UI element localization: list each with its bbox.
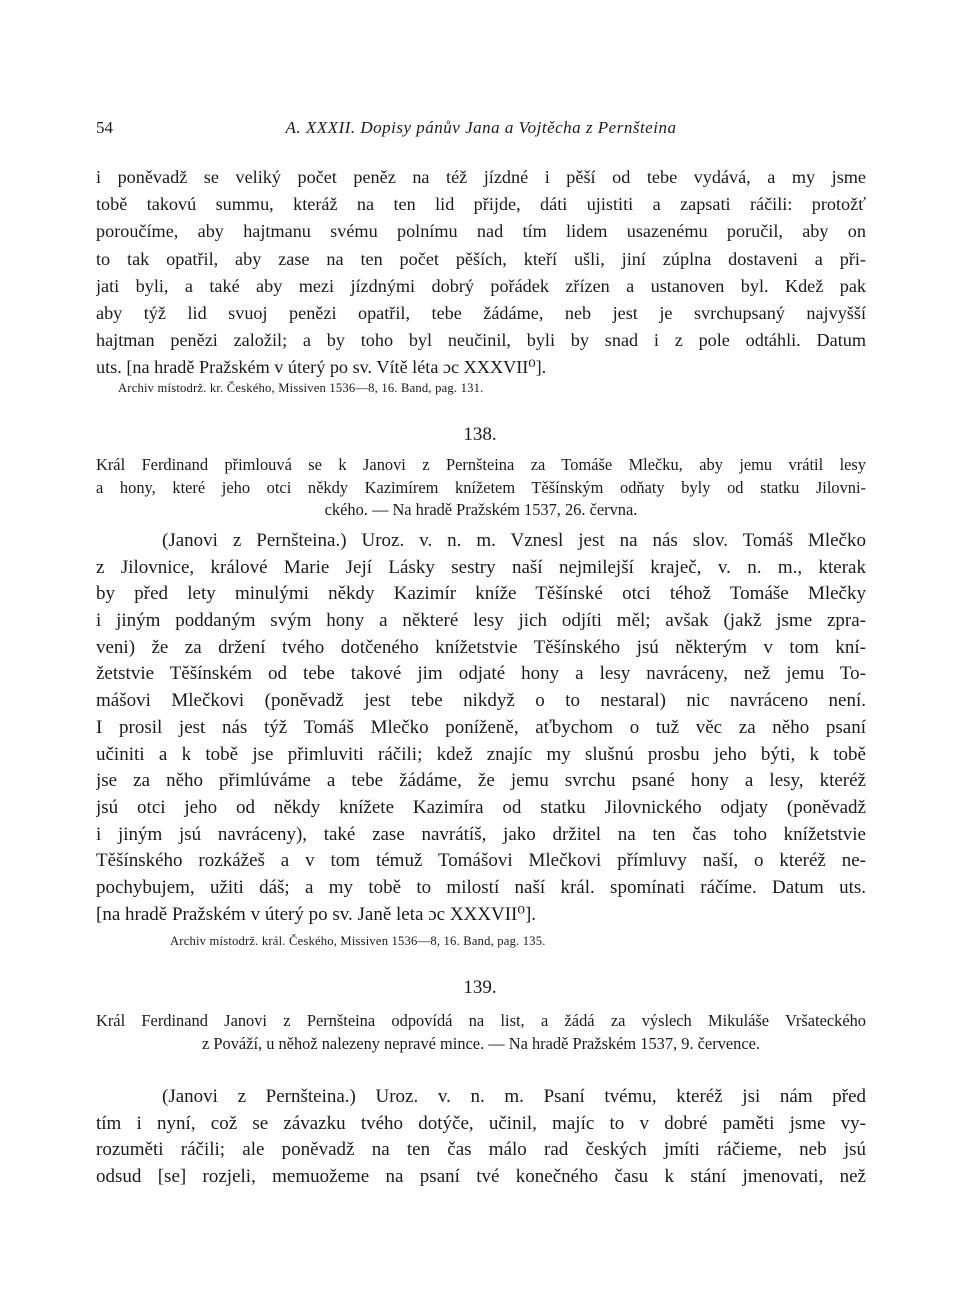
- text-line: veni) že za držení tvého dotčeného knížetstvie Těšínského jsú některým v tom kní-: [96, 636, 866, 658]
- text-line: (Janovi z Pernšteina.) Uroz. v. n. m. Psaní tvému, kteréž jsi nám před: [162, 1086, 866, 1107]
- archive-reference: Archiv místodrž. kr. Českého, Missiven 1536—8, 16. Band, pag. 131.: [118, 381, 484, 395]
- text-line: tobě takovú summu, kteráž na ten lid přijde, dáti ujistiti a zapsati ráčili: protožť: [96, 194, 866, 215]
- archive-reference: Archiv místodrž. král. Českého, Missiven 1536—8, 16. Band, pag. 135.: [170, 934, 546, 948]
- summary-line: a hony, které jeho otci někdy Kazimírem knížetem Těšínským odňaty byly od statku Jilovni-: [96, 477, 866, 497]
- text-line: poroučíme, aby hajtmanu svému polnímu nad tím lidem usazenému poručil, aby on: [96, 221, 866, 242]
- page-header: [96, 118, 866, 142]
- text-line: I prosil jest nás týž Tomáš Mlečko poníženě, aťbychom o tuž věc za něho psaní: [96, 716, 866, 738]
- text-line: i jiným poddaným svým hony a některé lesy jich odjíti měl; avšak (jakž jsme zpra-: [96, 610, 866, 632]
- text-line: to tak opatřil, aby zase na ten počet pěších, kteří ušli, jiní zúplna dostaveni a při-: [96, 248, 866, 269]
- text-line: mášovi Mlečkovi (poněvadž jest tebe nikdyž o to nestaral) nic navráceno není.: [96, 690, 866, 712]
- text-line: i jiným jsú navráceny), také zase navrátíš, jako držitel na ten čas toho knížetstvie: [96, 823, 866, 845]
- page-number: 54: [96, 118, 113, 137]
- text-line: tím i nyní, což se závazku tvého dotýče, učinil, majíc to v dobré paměti jsme vy-: [96, 1112, 866, 1134]
- text-line: z Jilovnice, králové Marie Její Lásky sestry naší nejmilejší kraječ, v. n. m., kterak: [96, 556, 866, 578]
- text-line: rozuměti ráčili; ale poněvadž na ten čas málo rad českých jmíti ráčieme, neb jsú: [96, 1139, 866, 1161]
- continuation-text: [96, 164, 866, 382]
- text-line: žetstvie Těšínském od tebe takové jim odjaté hony a lesy navráceny, než jemu To-: [96, 663, 866, 685]
- running-title: A. XXXII. Dopisy pánův Jana a Vojtěcha z Pernšteina: [285, 118, 677, 137]
- text-line: učiniti a k tobě jse přimluviti ráčili; kdež znajíc my slušnú prosbu jeho býti, k tobě: [96, 743, 866, 765]
- summary-line: z Pováží, u něhož nalezeny nepravé mince. — Na hradě Pražském 1537, 9. července.: [202, 1033, 760, 1053]
- summary-line: Král Ferdinand Janovi z Pernšteina odpovídá na list, a žádá za výslech Mikuláše Vršateckého: [96, 1011, 866, 1030]
- text-line: [na hradě Pražském v úterý po sv. Janě leta ɔc XXXVII⁰].: [96, 903, 537, 925]
- document-number: 139.: [463, 977, 497, 998]
- text-line: aby týž lid svuoj penězi opatřil, tebe žádáme, neb jest je svrchupsaný najvyšší: [96, 302, 866, 323]
- document-body: [96, 1084, 866, 1191]
- text-line: pochybujem, užiti dáš; a my tobě to milostí naší král. spomínati ráčíme. Datum uts.: [96, 876, 866, 898]
- text-line: (Janovi z Pernšteina.) Uroz. v. n. m. Vznesl jest na nás slov. Tomáš Mlečko: [162, 530, 866, 551]
- text-line: odsud [se] rozjeli, memuožeme na psaní tvé konečného času k stání jmenovati, než: [96, 1166, 866, 1188]
- summary-line: ckého. — Na hradě Pražském 1537, 26. června.: [324, 500, 638, 519]
- text-line: hajtman penězi založil; a by toho byl neučinil, byli by snad i z pole odtáhli. Datum: [96, 330, 866, 351]
- document-number: 138.: [463, 424, 497, 445]
- text-line: Těšínského rozkážeš a v tom témuž Tomášovi Mlečkovi přímluvy naší, o kteréž ne-: [96, 850, 866, 872]
- document-summary: [96, 1010, 866, 1055]
- summary-line: Král Ferdinand přimlouvá se k Janovi z Pernšteina za Tomáše Mlečku, aby jemu vrátil lesy: [96, 455, 866, 474]
- text-line: jse za něho přimlúváme a tebe žádáme, že jemu svrchu psané hony a lesy, kteréž: [96, 770, 866, 792]
- text-line: by před lety minulými někdy Kazimír kníže Těšínské otci téhož Tomáše Mlečky: [96, 583, 866, 605]
- document-summary: [96, 454, 866, 522]
- text-line: uts. [na hradě Pražském v úterý po sv. Vítě léta ɔc XXXVII⁰].: [96, 357, 547, 378]
- text-line: i poněvadž se veliký počet peněz na též jízdné i pěší od tebe vydává, a my jsme: [96, 167, 866, 187]
- text-line: jati byli, a také aby mezi jízdnými dobrý pořádek zřízen a ustanoven byl. Kdež pak: [96, 275, 866, 296]
- text-line: jsú otci jeho od někdy knížete Kazimíra od statku Jilovnického odjaty (poněvadž: [96, 796, 866, 818]
- document-body: [96, 528, 866, 928]
